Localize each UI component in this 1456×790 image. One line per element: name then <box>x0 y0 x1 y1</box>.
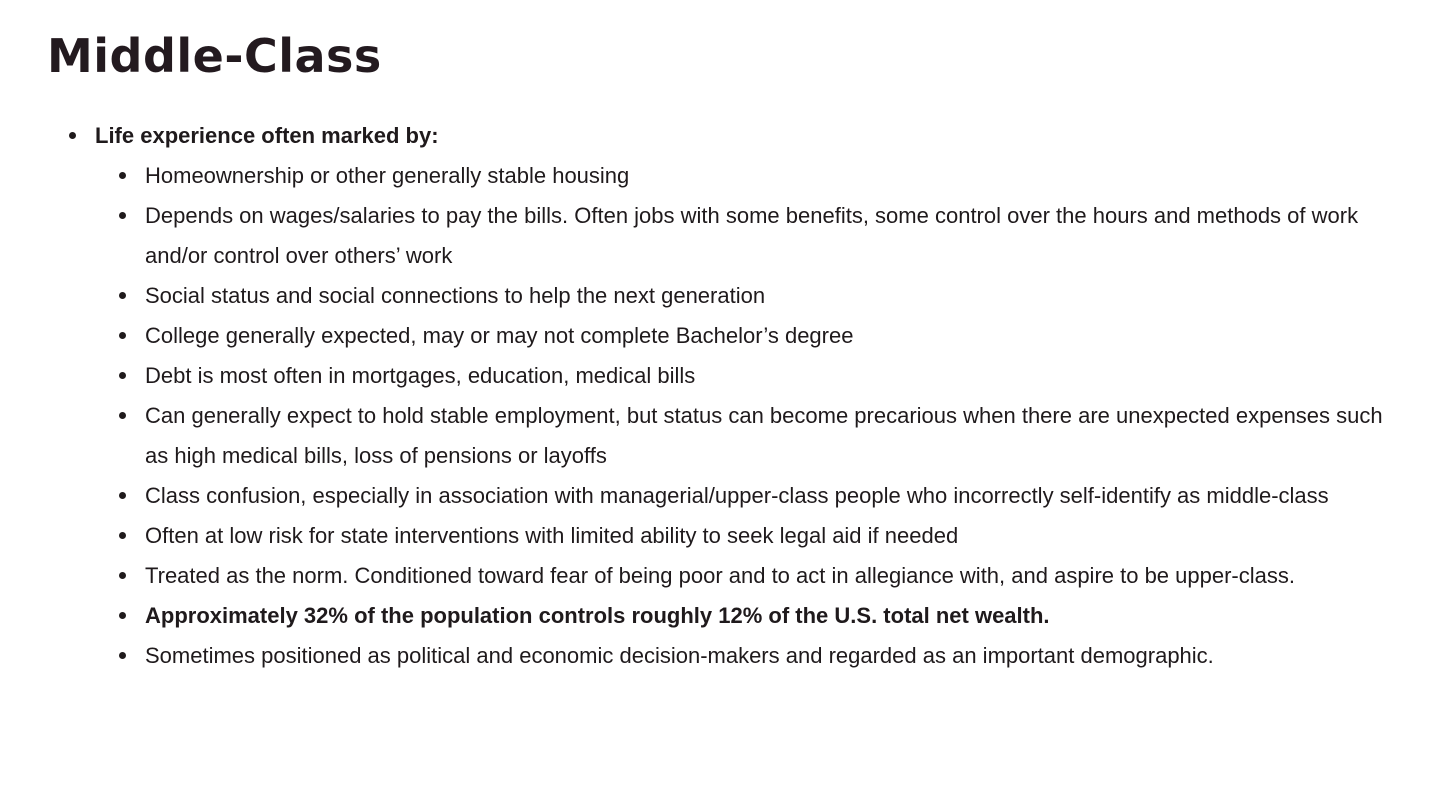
inner-bullet-list <box>95 156 1416 676</box>
list-heading: Life experience often marked by: <box>95 123 439 148</box>
outer-list-item <box>47 116 1416 676</box>
list-item-text: Class confusion, especially in association with managerial/upper-class people who incorrectly self-identify as middle-class <box>145 483 1329 508</box>
list-item-text: Debt is most often in mortgages, education, medical bills <box>145 363 696 388</box>
list-item-text: Social status and social connections to help the next generation <box>145 283 766 308</box>
bullet-icon <box>119 492 126 499</box>
list-item-text: College generally expected, may or may not complete Bachelor’s degree <box>145 323 854 348</box>
bullet-icon <box>119 572 126 579</box>
bullet-icon <box>119 292 126 299</box>
bullet-icon <box>119 612 126 619</box>
list-item-text: Approximately 32% of the population controls roughly 12% of the U.S. total net wealth. <box>145 603 1050 628</box>
bullet-icon <box>119 652 126 659</box>
list-item-text: Depends on wages/salaries to pay the bills. Often jobs with some benefits, some control over the hours and methods of work and/or control over others’ work <box>145 203 1359 268</box>
bullet-icon <box>119 212 126 219</box>
list-item <box>95 636 1407 676</box>
bullet-icon <box>119 172 126 179</box>
bullet-icon <box>119 332 126 339</box>
list-item <box>95 596 1407 636</box>
list-item <box>95 356 1407 396</box>
list-item-text: Sometimes positioned as political and economic decision-makers and regarded as an important demographic. <box>145 643 1214 668</box>
page-title: Middle-Class <box>47 29 382 83</box>
list-item-text: Homeownership or other generally stable housing <box>145 163 630 188</box>
list-item <box>95 156 1407 196</box>
list-item <box>95 516 1407 556</box>
list-item-text: Often at low risk for state interventions with limited ability to seek legal aid if needed <box>145 523 959 548</box>
list-item <box>95 276 1407 316</box>
list-item-text: Can generally expect to hold stable employment, but status can become precarious when there are unexpected expenses such as high medical bills, loss of pensions or layoffs <box>145 403 1383 468</box>
list-item <box>95 196 1407 276</box>
bullet-icon <box>119 372 126 379</box>
list-item <box>95 476 1407 516</box>
bullet-icon <box>119 532 126 539</box>
list-item <box>95 556 1407 596</box>
outer-bullet-list <box>47 116 1416 676</box>
list-item <box>95 396 1407 476</box>
bullet-icon <box>69 132 76 139</box>
bullet-icon <box>119 412 126 419</box>
list-item-text: Treated as the norm. Conditioned toward fear of being poor and to act in allegiance with, and aspire to be upper-class. <box>145 563 1295 588</box>
list-item <box>95 316 1407 356</box>
